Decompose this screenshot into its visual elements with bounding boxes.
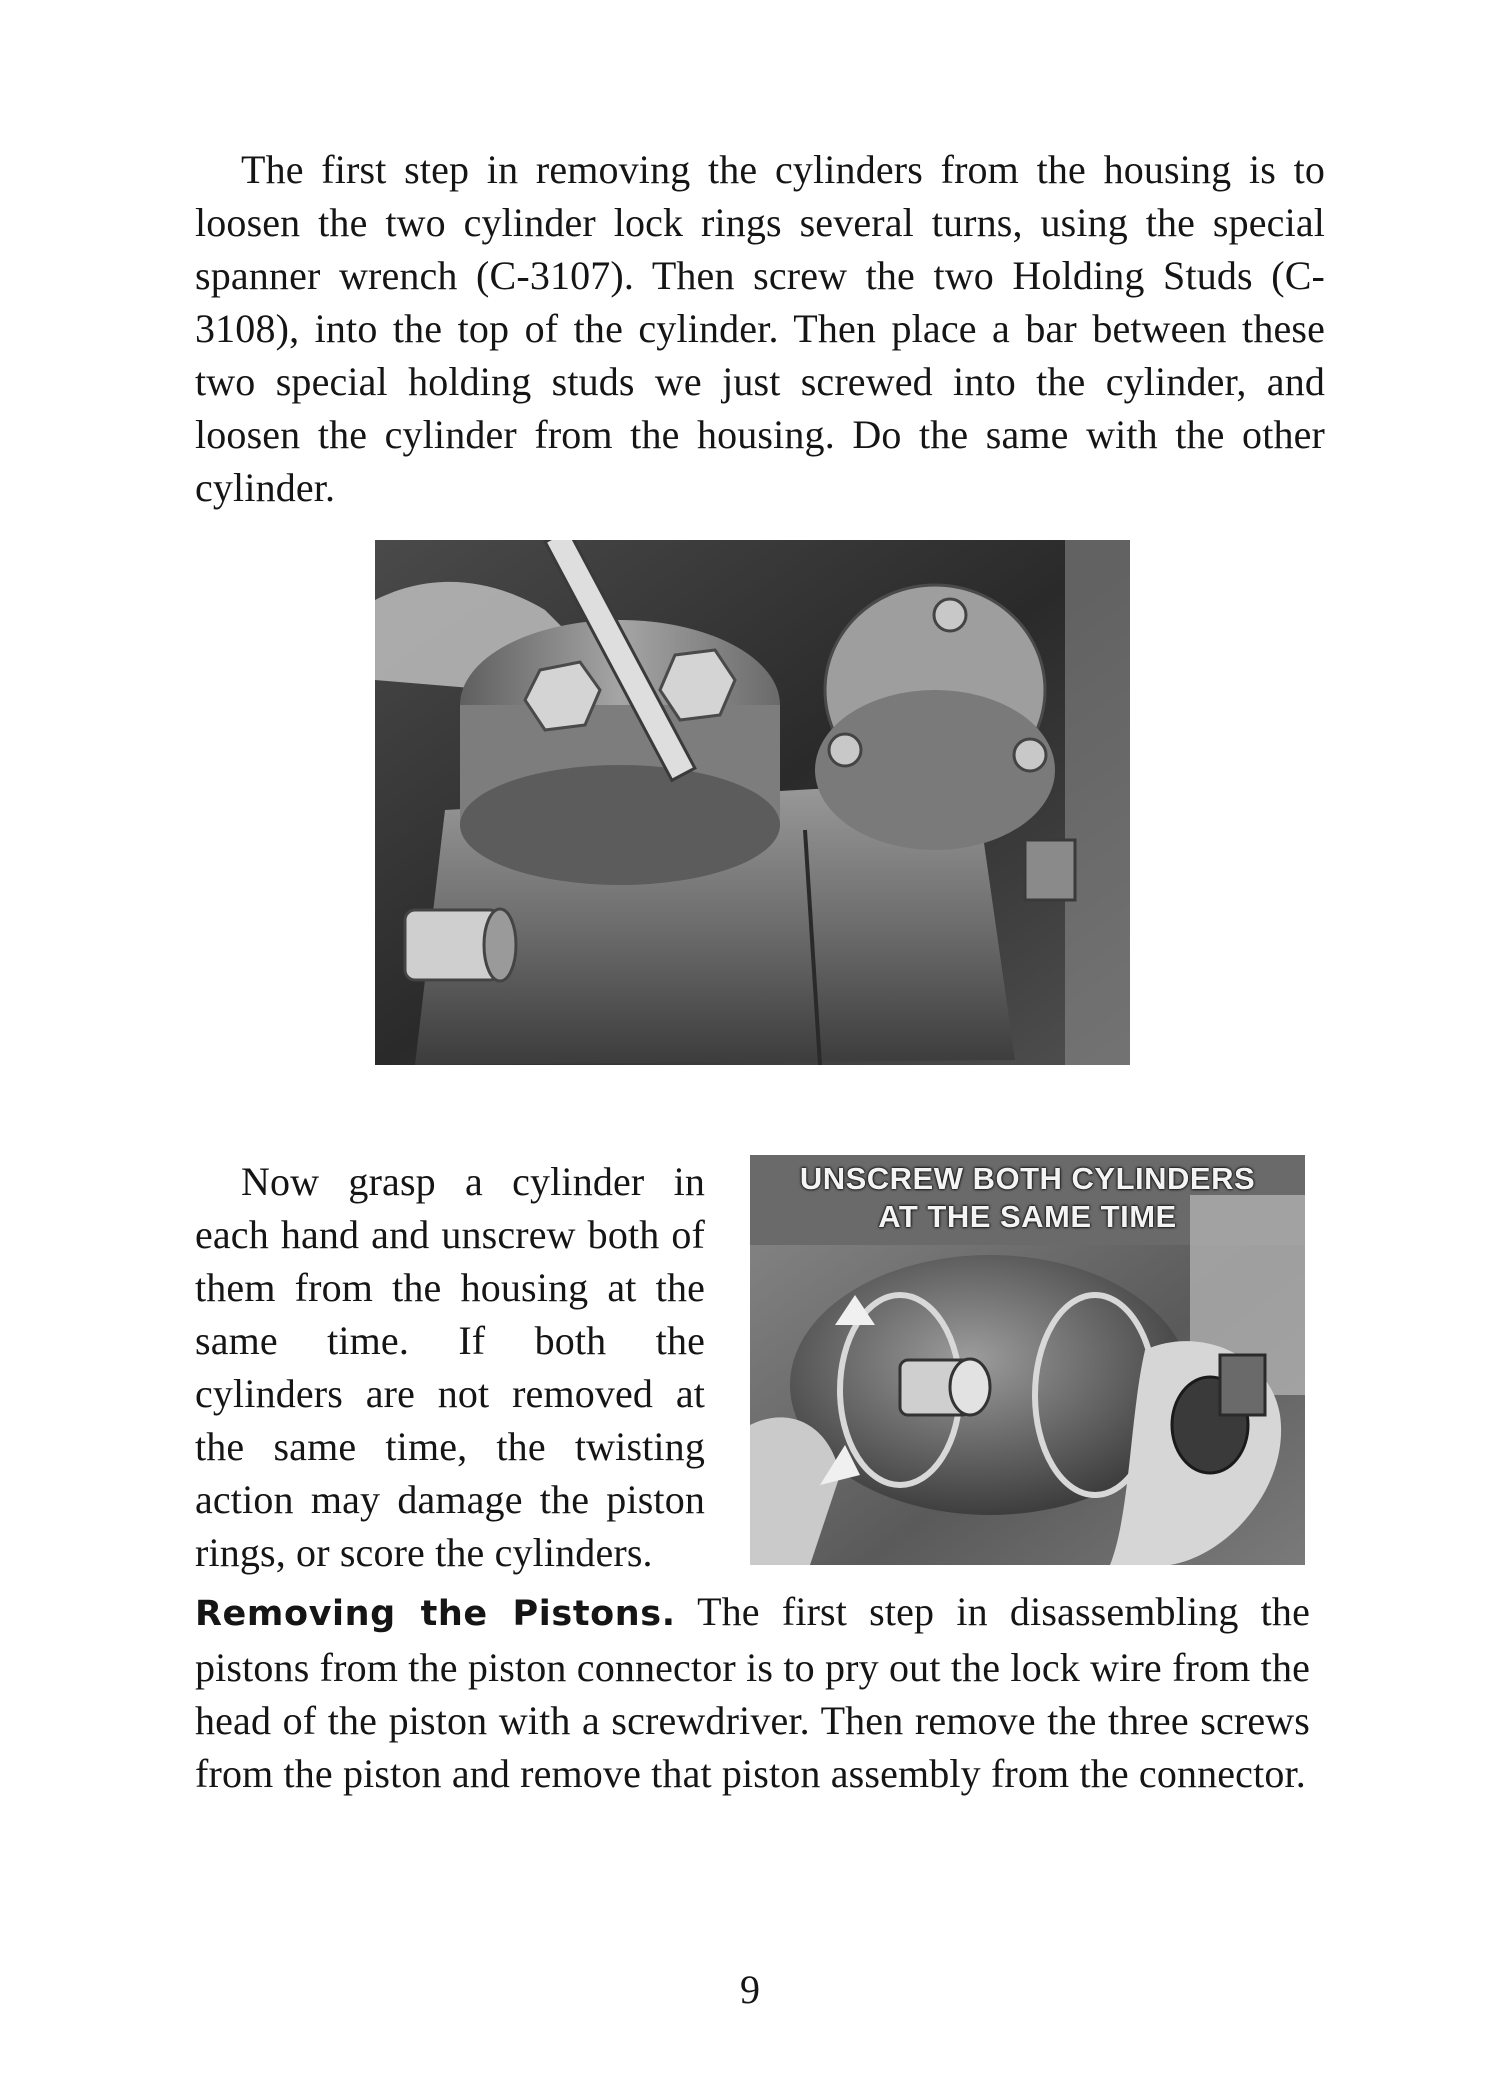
page-number: 9 (740, 1967, 760, 2012)
photo-caption-line-1: UNSCREW BOTH CYLINDERS (799, 1161, 1256, 1196)
paragraph-removing-pistons (195, 1585, 1310, 1800)
photo-unscrew-cylinders (750, 1155, 1305, 1565)
photo-holding-studs-bar (375, 540, 1130, 1065)
paragraph-cylinder-removal: The first step in removing the cylinders from the housing is to loosen the two cylinder lock rings several turns, using the special spanner wrench (C-3107). Then screw the two Holding Studs (C-3108), into the top of the cylinder. Then place a bar between these two special holding studs we just screwed into the cylinder, and loosen the cylinder from the housing. Do the same with the other cylinder. (195, 147, 1325, 510)
removing-pistons-body: The first step in disassembling the pistons from the piston connector is to pry out the lock wire from the head of the piston with a screwdriver. Then remove the three screws from the piston and remove that piston assembly from the connector. (195, 1589, 1310, 1796)
photo-caption-line-2: AT THE SAME TIME (878, 1199, 1177, 1234)
section-heading-removing-pistons: Removing the Pistons. (195, 1594, 676, 1634)
paragraph-unscrew-cylinders: Now grasp a cylinder in each hand and unscrew both of them from the housing at the same time. If both the cylinders are not removed at the same time, the twisting action may damage the piston rings, or score the cylinders. (195, 1159, 705, 1575)
